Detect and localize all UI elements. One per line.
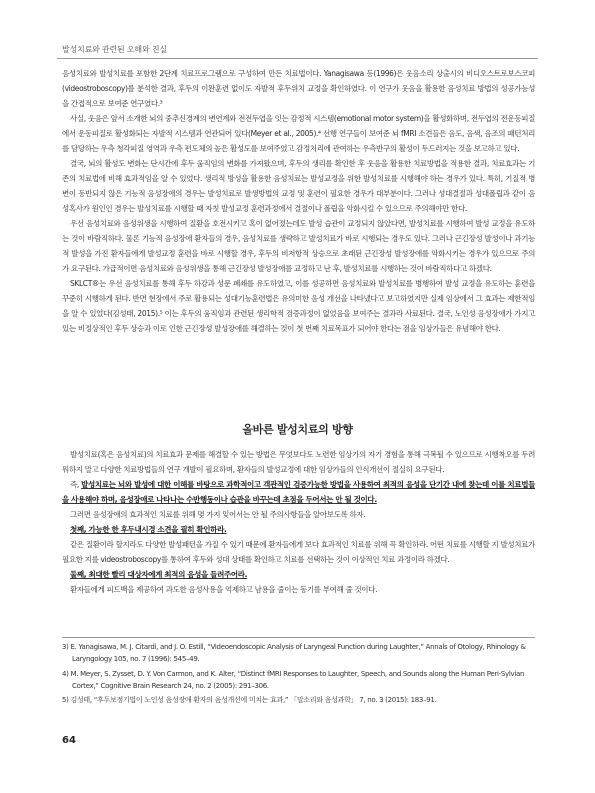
section-heading: 올바른 발성치료의 방향 bbox=[242, 423, 353, 436]
section-body bbox=[62, 447, 535, 597]
emphasized-rule: 첫째, 가능한 한 후두내시경 소견을 필히 확인하라. bbox=[70, 525, 227, 534]
emphasized-statement: 발성치료는 뇌와 발성에 대한 이해를 바탕으로 과학적이고 객관적인 검증가능한 방법을 사용하여 최적의 음성을 단기간 내에 찾는데 이를 치료법들을 사용해야 하며, 음성장애로 나타나는 수반행동이나 습관을 바꾸는데 초점을 두어서는 안 될 것이다. bbox=[62, 480, 535, 504]
section-paragraph: 환자들에게 피드백을 제공하여 과도한 음성사용을 억제하고 남용을 줄이는 동기를 부여해 줄 것이다. bbox=[70, 585, 378, 594]
section-paragraph: 그러면 음성장애의 효과적인 치료를 위해 몇 가지 잊어서는 안 될 주의사항들을 알아보도록 하자. bbox=[70, 510, 366, 519]
running-title: 발성치료와 관련된 오해와 진실 bbox=[62, 45, 167, 54]
rule-heading-1 bbox=[62, 522, 535, 537]
emphasized-rule: 둘째, 최대한 빨리 대상자에게 최적의 음성을 들려주어라. bbox=[70, 570, 248, 579]
footnote: 4) M. Meyer, S. Zysset, D. Y. Von Carmon, and K. Alter, “Distinct fMRI Responses to Laughter, Speech, and Sounds along the Human Peri-Sylvian Cortex,” Cognitive Brain Research 24, no. 2 (2005): 291–306. bbox=[62, 669, 525, 690]
header-divider bbox=[57, 58, 538, 59]
body-paragraph: 음성치료와 발성치료를 포함한 2단계 치료프로그램으로 구성하여 만든 치료법이다. Yanagisawa 등(1996)은 웃음소리 상출시의 비디오스트로보스코피(videostroboscopy)를 분석한 결과, 후두의 이완훈련 없이도 자발적 후두위치 교정을 확인하였다. 이 연구가 웃음을 활용한 음성치료 방법의 성공가능성을 간접적으로 보여준 연구였다.³ bbox=[62, 69, 535, 108]
footnote: 5) 김성태, “후두보정기법이 노인성 음성장애 환자의 음성개선에 미치는 효과,” 「말소리와 음성과학」 7, no. 3 (2015): 183–91. bbox=[62, 696, 437, 705]
body-paragraph: 우선 음성치료와 음성위생을 시행하여 질환을 호전시키고 혹이 없어졌는데도 발성 습관이 교정되지 않았다면, 발성치료를 시행하여 발성 교정을 유도하는 것이 바람직하다. 물론 기능적 음성장애 환자들의 경우, 음성치료를 생략하고 발성치료가 바로 시행되는 경우도 있다. 그러나 근긴장성 발성이나 과기능적 발성을 가진 환자들에게 발성교정 훈련을 바로 시행할 경우, 후두의 비저항적 상승으로 초래된 근긴장성 발성장애를 악화시키는 경우가 있으므로 주의가 요구된다. 가급적이면 음성치료와 음성위생을 통해 근긴장성 발성장애를 교정하고 난 후, 발성치료를 시행하는 것이 바람직하다고 하겠다. bbox=[62, 219, 535, 273]
page-number: 64 bbox=[62, 735, 76, 746]
body-paragraph: SKLCT®는 우선 음성치료를 통해 후두 하강과 성문 폐쇄를 유도하였고, 이를 성공하면 음성치료와 발성치료를 병행하여 발성 교정을 유도하는 훈련을 꾸준히 시행하게 된다. 반면 현장에서 주로 활용되는 성대기능훈련법은 유의미한 음성 개선을 나타냈다고 보고하였지만 실제 임상에서 그 효과는 제한적임을 알 수 있었다(김성태, 2015).⁵ 이는 후두의 움직임과 관련된 생리학적 검증과정이 없었음을 보여주는 결과라 사료된다. 결국, 노인성 음성장애가 가지고 있는 비정상적인 후두 상승과 이로 인한 근긴장성 발성장애를 해결하는 것이 첫 번째 치료목표가 되어야 한다는 점을 임상가들은 유념해야 한다. bbox=[62, 279, 535, 333]
footnotes bbox=[62, 641, 535, 708]
section-paragraph bbox=[62, 477, 535, 507]
footnote: 3) E. Yanagisawa, M. J. Citardi, and J. O. Estill, “Videoendoscopic Analysis of Laryngeal Function during Laughter,” Annals of Otology, Rhinology & Laryngology 105, no. 7 (1996): 545–49. bbox=[62, 643, 526, 664]
body-paragraph: 결국, 뇌의 활성도 변화는 단시간에 후두 움직임의 변화를 가져왔으며, 후두의 생리를 확인한 후 웃음을 활용한 치료방법을 적용한 결과, 치료효과는 기존의 치료법에 비해 효과적임을 알 수 있었다. 생리적 방성을 활용한 음성치료는 발성교정을 위한 발성치료를 시행해야 하는 경우가 있다. 특히, 기질적 병변이 동반되지 않은 기능적 음성장애의 경우는 발성치료로 발생방법의 교정 및 훈련이 필요한 경우가 대부분이다. 그러나 성대결절과 성대폴립과 같이 음성혹사가 원인인 경우는 발성치료를 시행할 때 자칫 발성교정 훈련과정에서 결절이나 폴립을 악화시킬 수 있으므로 주의해야만 한다. bbox=[62, 159, 535, 213]
body-paragraph: 사실, 웃음은 앞서 소개한 뇌의 중추신경계의 변연계와 전전두엽을 잇는 감정적 시스템(emotional motor system)을 활성화하며, 전두엽의 전운동피질에서 운동피질로 활성화되는 자발적 시스템과 연관되어 있다(Meyer et al., 2005).⁴ 선행 연구들이 보여준 뇌 fMRI 소견들은 음도, 음색, 음조의 패턴처리를 담당하는 우측 청각피질 영역과 우측 편도체의 높은 활성도를 보여주었고 감정처리에 관여하는 우측반구의 활성이 두드러지는 것을 보고하고 있다. bbox=[62, 114, 535, 153]
footnote-divider bbox=[62, 637, 535, 638]
section-paragraph: 같은 질환이라 할지라도 다양한 발성패턴을 가질 수 있기 때문에 환자들에게 보다 효과적인 치료를 위해 꼭 확인하라. 어떤 치료를 시행할 지 발성치료가 필요한 지를 videostroboscopy를 통하여 후두와 성대 상태를 확인하고 치료를 선택하는 것이 이상적인 치료 과정이라 하겠다. bbox=[62, 540, 535, 564]
lead-text: 즉, bbox=[70, 480, 82, 489]
section-paragraph: 발성치료(혹은 음성치료)의 치료효과 문제를 해결할 수 있는 방법은 무엇보다도 노련한 임상가의 자기 경험을 통해 극복될 수 있으므로 시행착오를 두려워하지 말고 다양한 치료방법들의 연구 개발이 필요하며, 환자들의 발성교정에 대한 임상가들의 인식개선이 절실히 요구된다. bbox=[62, 450, 535, 474]
rule-heading-2 bbox=[62, 567, 535, 582]
body-text bbox=[62, 66, 535, 336]
